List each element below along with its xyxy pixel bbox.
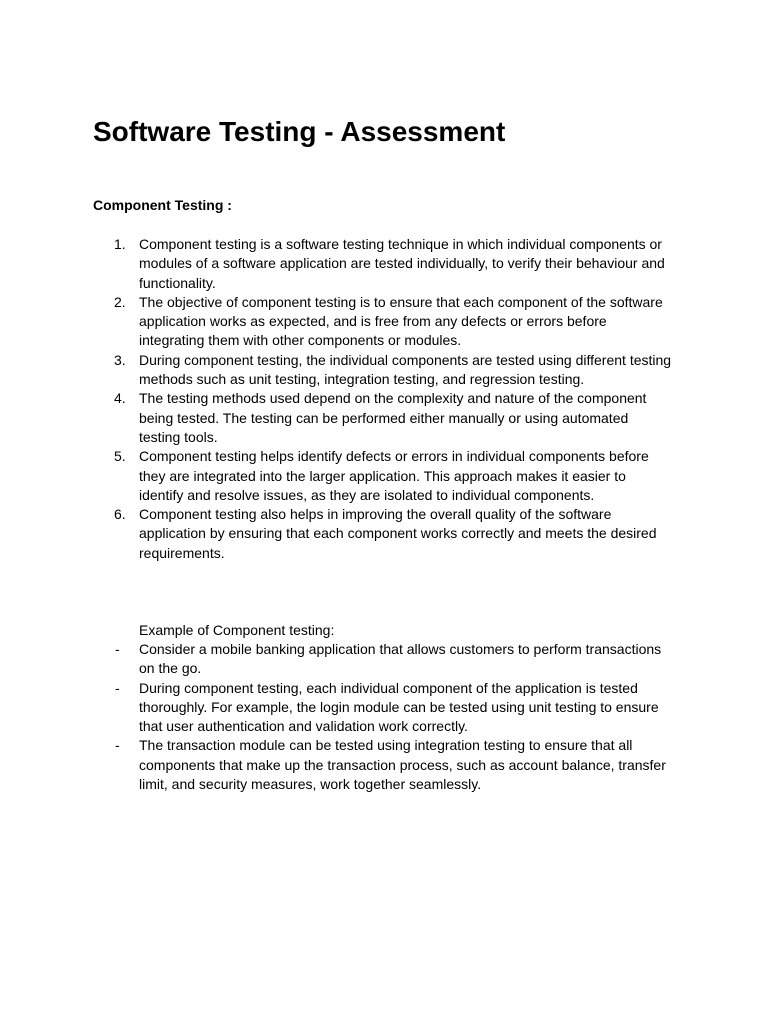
numbered-list (0, 235, 768, 563)
list-item-text: Component testing also helps in improving the overall quality of the software application by ensuring that each component works correctly and meets the desired requirements. (139, 506, 657, 561)
numbered-list-item (0, 389, 672, 447)
example-label: Example of Component testing: (139, 622, 335, 638)
list-number: 4. (114, 390, 126, 407)
list-item-text: Component testing is a software testing technique in which individual components or modules of a software application are tested individually, to verify their behaviour and functionality. (139, 236, 665, 291)
numbered-list-item (0, 293, 672, 351)
list-item-text: The objective of component testing is to ensure that each component of the software application works as expected, and is free from any defects or errors before integrating them with other components or modules. (139, 293, 663, 349)
bullet-item-text: The transaction module can be tested using integration testing to ensure that all components that make up the transaction process, such as account balance, transfer limit, and security measures, work together seamlessly. (139, 737, 666, 793)
example-bullet-list (0, 640, 768, 794)
numbered-list-item (0, 447, 672, 505)
numbered-list-item (0, 351, 672, 390)
document-title: Software Testing - Assessment (93, 116, 506, 147)
bullet-list-item (0, 736, 672, 794)
list-number: 6. (114, 506, 126, 523)
list-item-text: Component testing helps identify defects or errors in individual components before they are integrated into the larger application. This approach makes it easier to identify and resolve issues, as they are isolated to individual components. (139, 448, 649, 503)
bullet-item-text: Consider a mobile banking application that allows customers to perform transactions on the go. (139, 641, 662, 677)
bullet-dash: - (115, 641, 120, 657)
bullet-dash: - (115, 737, 120, 754)
bullet-list-item (0, 640, 672, 679)
section-heading: Component Testing : (93, 197, 232, 213)
list-number: 5. (114, 448, 126, 465)
list-number: 3. (114, 351, 126, 368)
numbered-list-item (0, 505, 672, 563)
bullet-dash: - (115, 679, 120, 696)
list-number: 2. (114, 293, 126, 310)
bullet-item-text: During component testing, each individual component of the application is tested thoroughly. For example, the login module can be tested using unit testing to ensure that user authentication and validation work correctly. (139, 679, 659, 735)
numbered-list-item (0, 235, 672, 293)
list-number: 1. (114, 236, 126, 252)
list-item-text: During component testing, the individual components are tested using different testing methods such as unit testing, integration testing, and regression testing. (139, 351, 672, 388)
list-item-text: The testing methods used depend on the complexity and nature of the component being tested. The testing can be performed either manually or using automated testing tools. (139, 390, 647, 445)
bullet-list-item (0, 679, 672, 737)
